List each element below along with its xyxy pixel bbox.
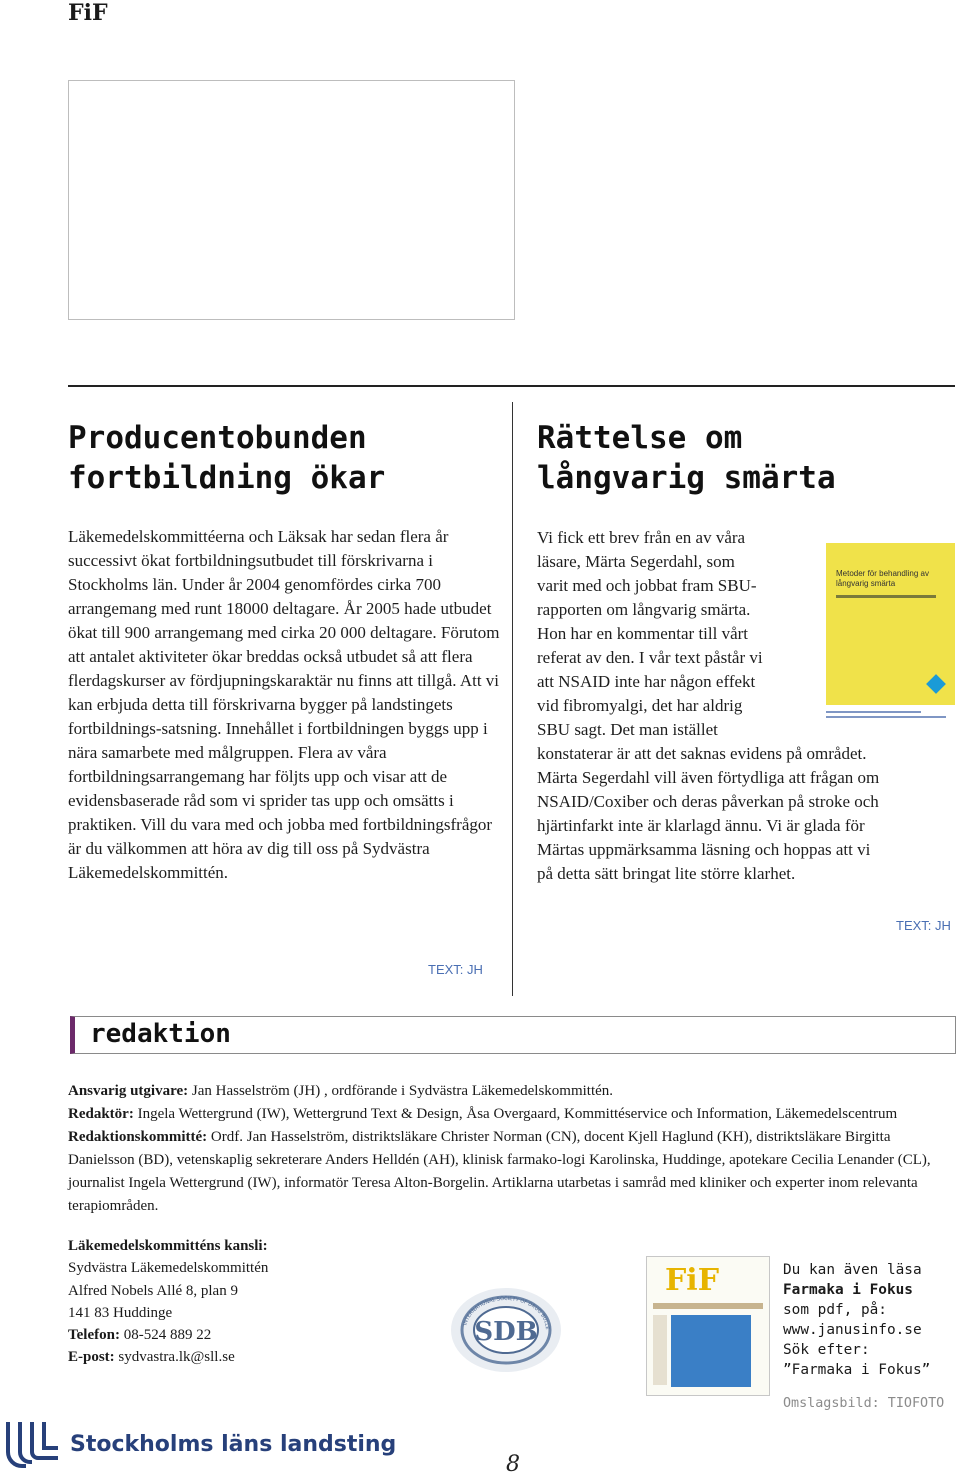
caption-line	[826, 711, 921, 713]
caption-line	[826, 716, 946, 718]
body-line: varit med och jobbat fram SBU-	[537, 576, 757, 595]
fif-cover-sidebar	[653, 1315, 667, 1385]
body-line: läsare, Märta Segerdahl, som	[537, 552, 735, 571]
body-line: Märtas uppmärksamma läsning och hoppas att vi	[537, 840, 871, 859]
info-line: som pdf, på:	[783, 1302, 887, 1318]
office-phone	[68, 1324, 268, 1346]
body-line: SBU sagt. Det man istället	[537, 720, 718, 739]
body-line: Hon har en kommentar till vårt	[537, 624, 749, 643]
left-title-line-2: fortbildning ökar	[68, 460, 386, 496]
search-term: ”Farmaka i Fokus”	[783, 1362, 931, 1378]
body-line: hjärtinfarkt inte är klarlagd ännu. Vi är glada för	[537, 816, 865, 835]
email-address: sydvastra.lk@sll.se	[114, 1349, 235, 1366]
editor-text: Ingela Wettergrund (IW), Wettergrund Text & Design, Åsa Overgaard, Kommittéservice och Information, Läkemedelscentrum	[133, 1106, 898, 1122]
committee-label: Redaktionskommitté:	[68, 1129, 208, 1145]
committee-text: Ordf. Jan Hasselström, distriktsläkare Christer Norman (CN), docent Kjell Haglund (KH), distriktsläkare Birgitta Danielsson (BD), vetenskaplig sekreterare Anders Helldén (AH), klinisk farmako-logi Karolinska, Huddinge, apotekare Cecilia Lenander (CL), journalist Ingela Wettergrund (IW), informatör Teresa Alton-Borgelin. Artiklarna utarbetas i samråd med kliniker och experter inom relevanta terapiområden.	[68, 1129, 931, 1214]
left-article-credit: TEXT: JH	[428, 962, 483, 977]
right-title-line-2: långvarig smärta	[537, 460, 836, 496]
editor-label: Redaktör:	[68, 1106, 134, 1122]
body-line: Vi fick ett brev från en av våra	[537, 528, 746, 547]
publisher-text: Jan Hasselström (JH) , ordförande i Sydvästra Läkemedelskommittén.	[188, 1083, 614, 1099]
left-article-title	[68, 418, 508, 498]
body-line: NSAID/Coxiber och deras påverkan på stroke och	[537, 792, 879, 811]
email-label: E-post:	[68, 1349, 115, 1366]
page-number: 8	[506, 1452, 520, 1477]
right-article-title	[537, 418, 947, 498]
body-line: konstaterar är att det saknas evidens på området.	[537, 744, 867, 763]
body-line: Märta Segerdahl vill även förtydliga att frågan om	[537, 768, 880, 787]
office-heading: Läkemedelskommitténs kansli:	[68, 1238, 268, 1254]
office-street: Alfred Nobels Allé 8, plan 9	[68, 1282, 238, 1299]
isdb-letters: SDB	[474, 1317, 538, 1347]
photo-placeholder	[68, 80, 515, 320]
sbu-logo-icon	[926, 674, 946, 694]
body-line: vid fibromyalgi, det har aldrig	[537, 696, 743, 715]
column-divider	[512, 402, 513, 996]
sbu-report-cover	[826, 543, 955, 705]
phone-number: 08-524 889 22	[119, 1327, 212, 1344]
info-line: Sök efter:	[783, 1342, 870, 1358]
office-city: 141 83 Huddinge	[68, 1304, 173, 1321]
fif-cover-band	[653, 1303, 763, 1309]
office-contact	[68, 1235, 268, 1369]
report-cover-rule	[836, 595, 936, 598]
isdb-ring-text: INTERNATIONAL SOCIETY OF DRUG BULLE	[462, 1295, 551, 1330]
magazine-logo: FiF	[68, 0, 108, 26]
pdf-info	[783, 1260, 930, 1380]
sll-org-name: Stockholms läns landsting	[70, 1432, 397, 1457]
masthead-text	[68, 1080, 948, 1218]
fif-cover-photo	[671, 1315, 751, 1387]
office-email	[68, 1346, 268, 1368]
body-line: på detta sätt bringat lite större klarhet.	[537, 864, 796, 883]
cover-photo-credit: Omslagsbild: TIOFOTO	[783, 1396, 945, 1411]
report-cover-caption	[826, 708, 955, 722]
right-title-line-1: Rättelse om	[537, 420, 743, 456]
left-article-body: Läkemedelskommittéerna och Läksak har sedan flera år successivt ökat fortbildningsutbudet till förskrivarna i Stockholms län. Under år 2004 genomfördes cirka 700 arrangemang med runt 18000 deltagare. År 2005 hade utbudet ökat till 900 arrangemang med cirka 20 000 deltagare. Förutom att antalet aktiviteter ökar breddas också utbudet så att flera flerdagskurser av fördjupningskaraktär nu finns att tillgå. Att vi kan erbjuda detta till förskrivarna bygger på landstingets fortbildnings-satsning. Innehållet i fortbildningen byggs upp i nära samarbete med målgruppen. Flera av våra fortbildningsarrangemang har följts upp och visar att de evidensbaserade råd som vi sprider tas upp och omsätts i praktiken. Vill du vara med och jobba med fortbildningsfrågor är du välkommen att höra av dig till oss på Sydvästra Läkemedelskommittén.	[68, 527, 500, 882]
sll-logo-icon	[2, 1418, 62, 1472]
info-line: Du kan även läsa	[783, 1262, 922, 1278]
report-cover-title: Metoder för behandling av långvarig smärta	[836, 569, 929, 588]
body-line: referat av den. I vår text påstår vi	[537, 648, 763, 667]
isdb-logo-icon	[448, 1284, 564, 1376]
left-title-line-1: Producentobunden	[68, 420, 367, 456]
phone-label: Telefon:	[68, 1327, 120, 1344]
office-name: Sydvästra Läkemedelskommittén	[68, 1260, 269, 1277]
publisher-label: Ansvarig utgivare:	[68, 1083, 189, 1099]
publication-name: Farmaka i Fokus	[783, 1282, 913, 1298]
fif-cover-title: FiF	[665, 1263, 719, 1298]
right-article-credit: TEXT: JH	[896, 918, 951, 933]
horizontal-rule	[68, 385, 955, 387]
fif-cover-thumbnail	[646, 1256, 770, 1396]
body-line: rapporten om långvarig smärta.	[537, 600, 751, 619]
website-link[interactable]: www.janusinfo.se	[783, 1322, 922, 1338]
section-title: redaktion	[90, 1019, 231, 1049]
body-line: att NSAID inte har någon effekt	[537, 672, 756, 691]
